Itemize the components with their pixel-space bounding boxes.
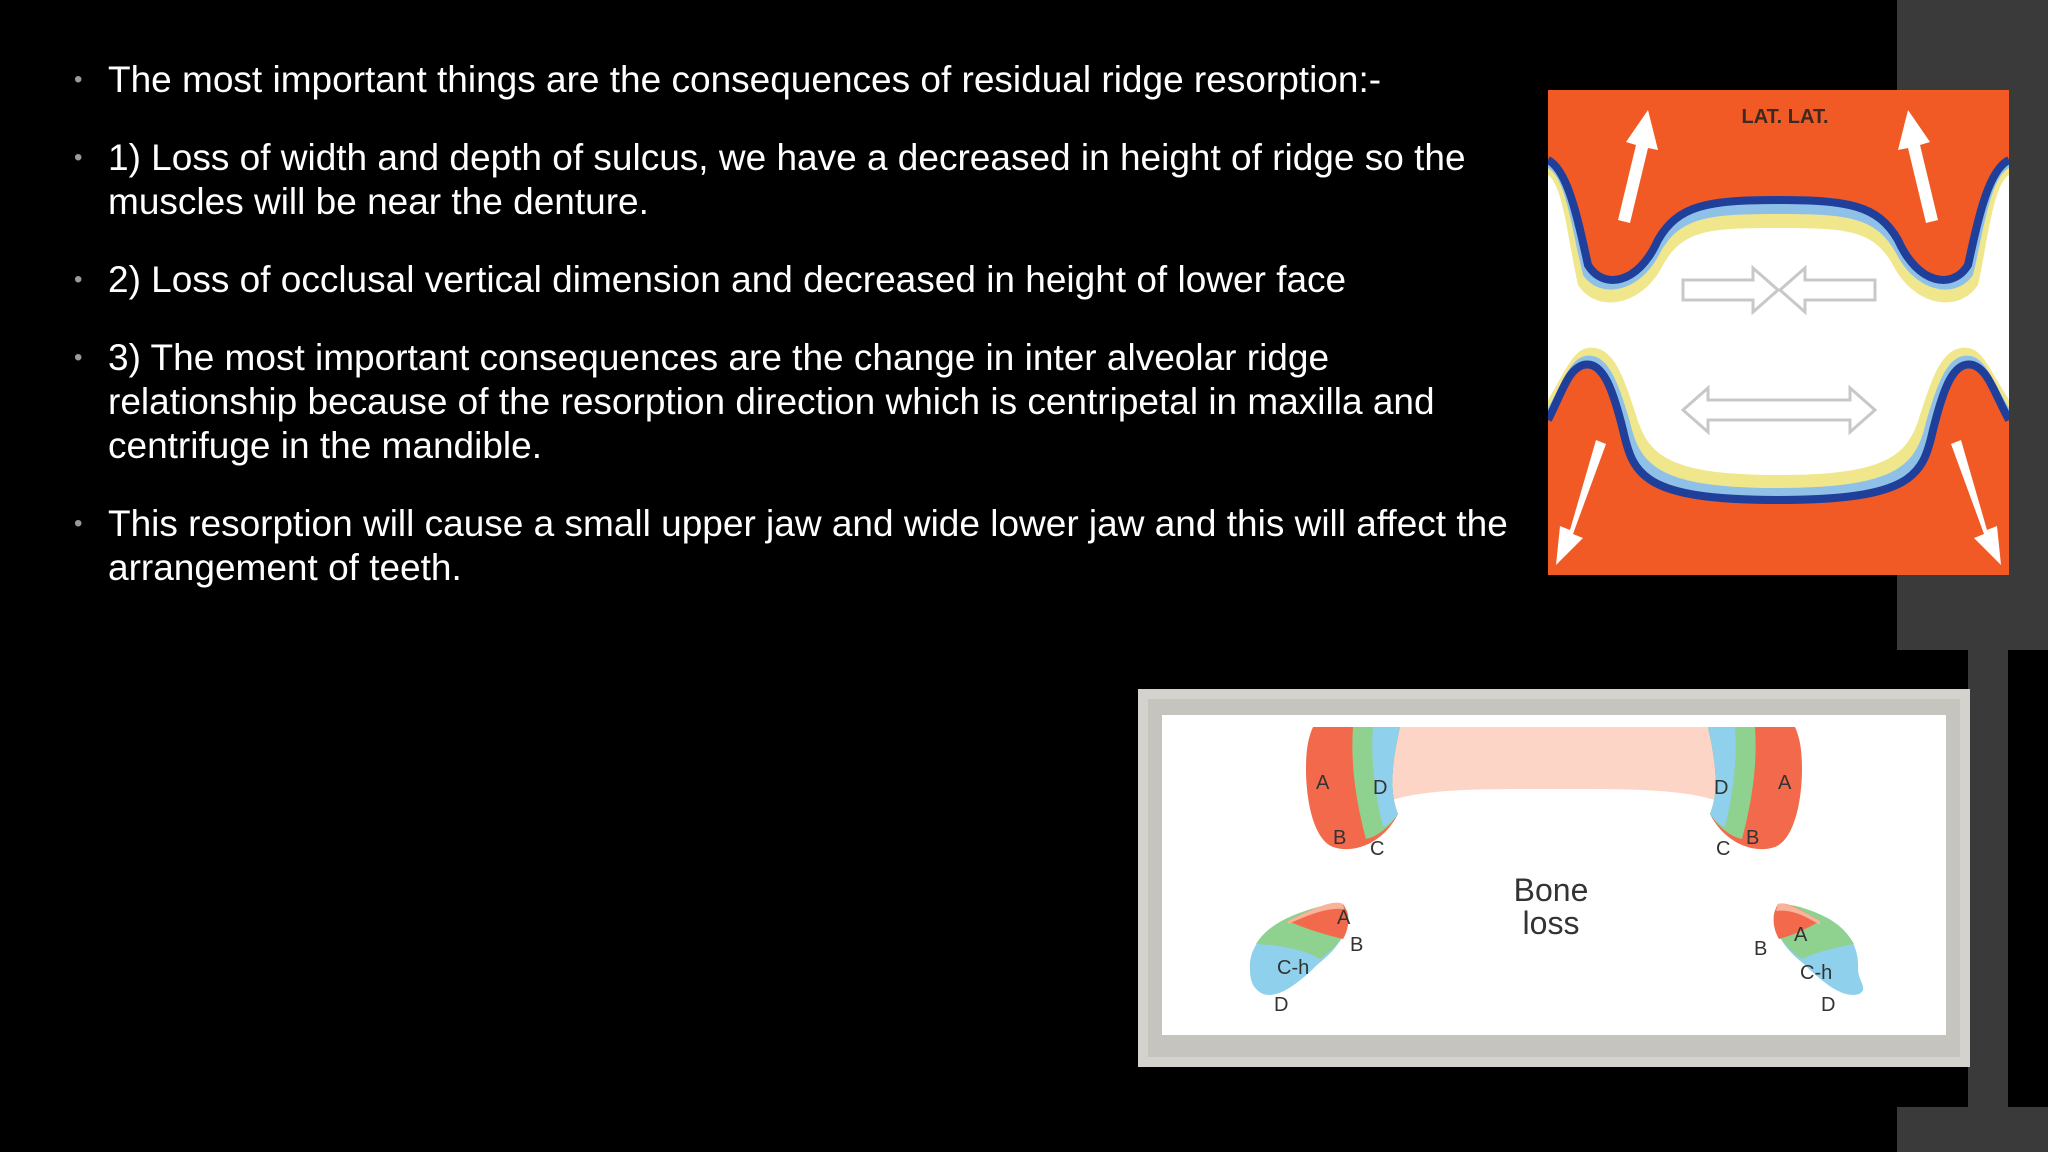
label-b: B [1746, 827, 1760, 849]
label-ch: C-h [1277, 957, 1310, 979]
bullet-item: • 2) Loss of occlusal vertical dimension and decreased in height of lower face [72, 258, 1512, 302]
bullet-item: • 3) The most important consequences are the change in inter alveolar ridge relationship because of the resorption direction which is centripetal in maxilla and centrifuge in the mandible. [72, 336, 1512, 468]
lat-label: LAT. LAT. [1741, 106, 1829, 128]
bone-loss-diagram [1138, 689, 1970, 1067]
label-c: C [1370, 838, 1385, 860]
bone-loss-caption: loss [1522, 905, 1580, 941]
label-a: A [1794, 924, 1808, 946]
bullet-item: • 1) Loss of width and depth of sulcus, we have a decreased in height of ridge so the muscles will be near the denture. [72, 136, 1512, 224]
label-d: D [1821, 994, 1836, 1016]
label-d: D [1373, 777, 1388, 799]
bone-loss-svg [1138, 689, 1970, 1067]
label-ch: C-h [1800, 962, 1833, 984]
ridge-resorption-svg [1548, 90, 2009, 575]
label-b: B [1350, 934, 1364, 956]
label-b: B [1754, 938, 1768, 960]
ridge-resorption-diagram [1548, 90, 2009, 575]
bullet-item: • This resorption will cause a small upper jaw and wide lower jaw and this will affect the arrangement of teeth. [72, 502, 1512, 590]
label-a: A [1316, 772, 1330, 794]
side-bar-decoration [1897, 1107, 2048, 1152]
label-a: A [1778, 772, 1792, 794]
label-c: C [1716, 838, 1731, 860]
side-bar-decoration [1968, 650, 2008, 1107]
label-a: A [1337, 907, 1351, 929]
label-b: B [1333, 827, 1347, 849]
label-d: D [1274, 994, 1289, 1016]
bullet-item: • The most important things are the consequences of residual ridge resorption:- [72, 58, 1512, 102]
bone-loss-caption: Bone [1513, 872, 1589, 908]
bullet-list [72, 58, 1512, 624]
label-d: D [1714, 777, 1729, 799]
